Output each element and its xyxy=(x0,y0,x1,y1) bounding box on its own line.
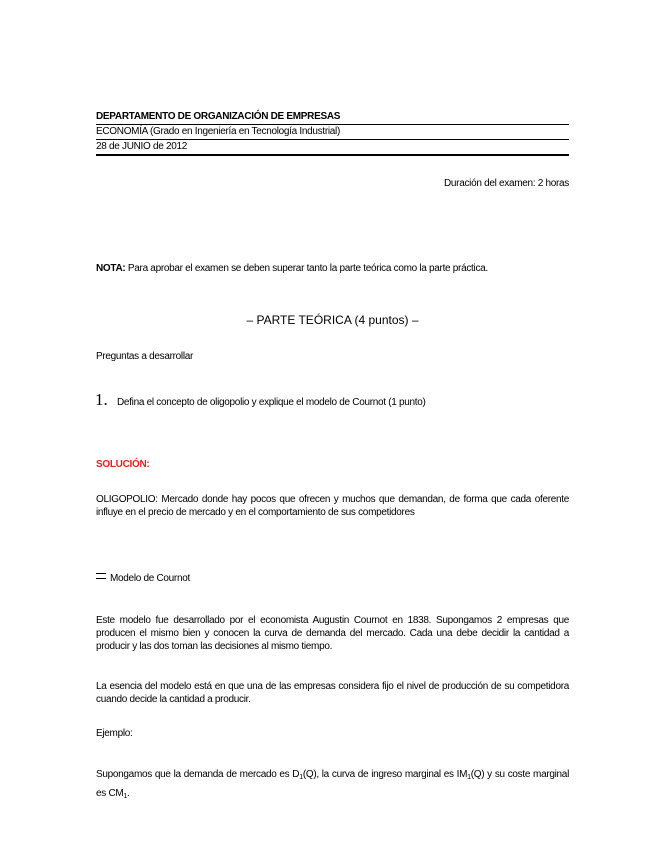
oligopolio-term: OLIGOPOLIO: xyxy=(96,494,158,505)
example-text xyxy=(96,767,569,805)
department-title: DEPARTAMENTO DE ORGANIZACIÓN DE EMPRESAS xyxy=(96,111,341,122)
example-sub-1: 1 xyxy=(299,774,303,781)
example-sub-2: 1 xyxy=(467,774,471,781)
heading-dash-icon xyxy=(96,573,106,579)
cournot-paragraph-1: Este modelo fue desarrollado por el economista Augustin Cournot en 1838. Supongamos 2 empresas que producen el mismo bien y conocen la curva de demanda del mercado. Cada una debe decidir la cantidad a producir y las dos toman las decisiones al mismo tiempo. xyxy=(96,615,569,652)
question-number: 1. xyxy=(95,390,108,409)
note-label: NOTA: xyxy=(96,263,126,274)
solution-label: SOLUCIÓN: xyxy=(96,459,150,470)
course-title: ECONOMÍA (Grado en Ingeniería en Tecnología Industrial) xyxy=(96,126,341,137)
example-part-4: . xyxy=(127,788,130,799)
example-part-2: (Q), la curva de ingreso marginal es IM xyxy=(302,769,468,780)
exam-date: 28 de JUNIO de 2012 xyxy=(96,141,188,152)
subsection-title: Preguntas a desarrollar xyxy=(96,351,194,362)
section-title: – PARTE TEÓRICA (4 puntos) – xyxy=(246,313,419,327)
example-part-3: (Q) y su coste marginal es CM xyxy=(96,769,569,799)
exam-duration: Duración del examen: 2 horas xyxy=(443,178,569,189)
example-sub-3: 1 xyxy=(123,793,127,800)
header-rule-1 xyxy=(96,124,569,125)
question-text: Defina el concepto de oligopolio y explique el modelo de Cournot (1 punto) xyxy=(117,397,426,408)
oligopolio-definition xyxy=(96,493,569,519)
example-part-1: Supongamos que la demanda de mercado es D xyxy=(96,769,300,780)
header-rule-2 xyxy=(96,139,569,140)
example-label: Ejemplo: xyxy=(96,728,133,739)
cournot-paragraph-2: La esencia del modelo está en que una de las empresas considera fijo el nivel de producción de su competidora cuando decide la cantidad a producir. xyxy=(96,681,569,705)
note-text: Para aprobar el examen se deben superar tanto la parte teórica como la parte práctica. xyxy=(127,263,488,274)
exam-note xyxy=(96,262,569,275)
header-rule-3 xyxy=(96,154,569,156)
cournot-heading xyxy=(96,573,190,585)
oligopolio-text: Mercado donde hay pocos que ofrecen y muchos que demandan, de forma que cada oferente influye en el precio de mercado y en el comportamiento de sus competidores xyxy=(96,494,569,518)
cournot-heading-text: Modelo de Cournot xyxy=(110,573,190,584)
